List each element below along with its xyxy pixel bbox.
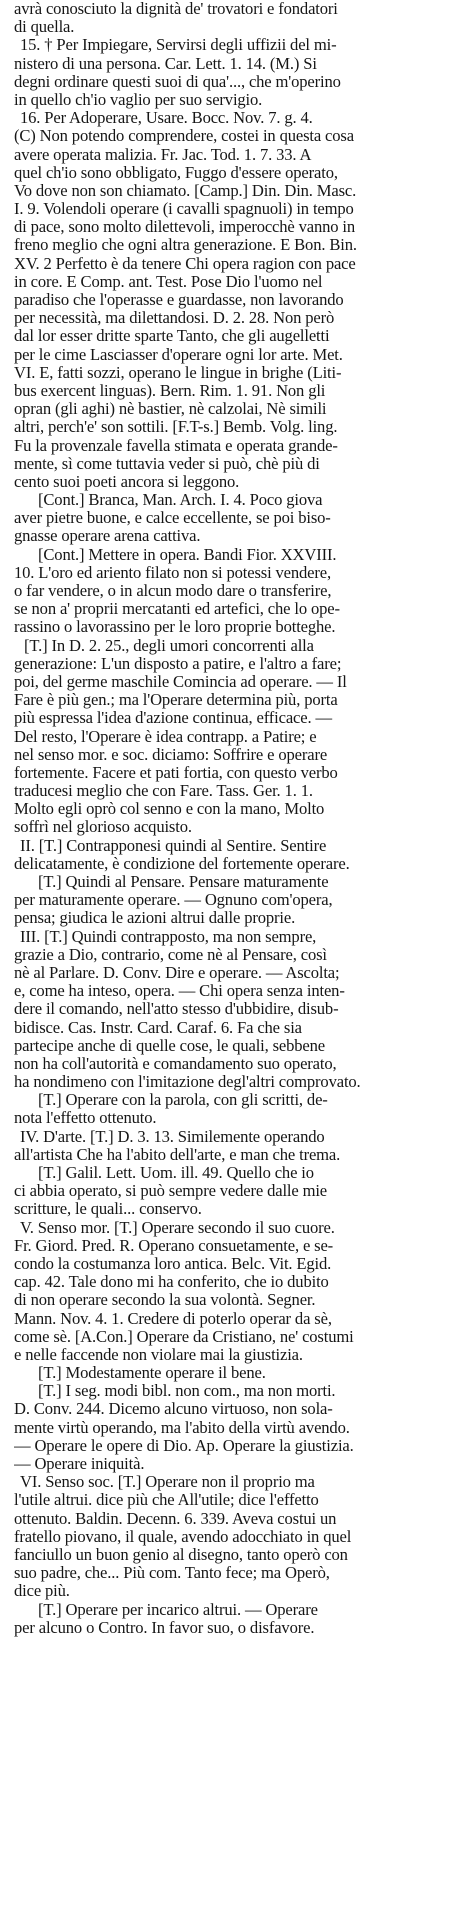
text-line: partecipe anche di quelle cose, le quali, sebbene xyxy=(14,1036,326,1055)
text-line: XV. 2 Perfetto è da tenere Chi opera ragion con pace xyxy=(14,254,356,273)
text-line: di pace, sono molto dilettevoli, imperocchè vanno in xyxy=(14,218,356,237)
text-line: fratello piovano, il quale, avendo adocchiato in quel xyxy=(14,1527,352,1546)
text-line: [T.] In D. 2. 25., degli umori concorrenti alla xyxy=(24,636,314,655)
text-line: bidisce. Cas. Instr. Card. Caraf. 6. Fa che sia xyxy=(14,1018,302,1037)
text-line: all'artista Che ha l'abito dell'arte, e man che trema. xyxy=(14,1145,341,1164)
text-line: mente, sì come tuttavia veder si può, chè più di xyxy=(14,454,320,473)
text-line: I. 9. Volendoli operare (i cavalli spagnuoli) in tempo xyxy=(14,200,354,219)
text-line: [Cont.] Mettere in opera. Bandi Fior. XXVIII. xyxy=(38,545,337,564)
text-line: [T.] Modestamente operare il bene. xyxy=(38,1364,266,1383)
text-line: bus exercent linguas). Bern. Rim. 1. 91. Non gli xyxy=(14,381,326,400)
text-line: nè al Parlare. D. Conv. Dire e operare. — Ascolta; xyxy=(14,963,340,982)
text-line: generazione: L'un disposto a patire, e l'altro a fare; xyxy=(14,654,342,673)
text-line: mente virtù operando, ma l'abito della virtù avendo. xyxy=(14,1418,350,1437)
text-line: o far vendere, o in alcun modo dare o transferire, xyxy=(14,582,332,600)
text-line: nel senso mor. e soc. diciamo: Soffrire e operare xyxy=(14,745,328,764)
text-line: Del resto, l'Operare è idea contrapp. a Patire; e xyxy=(14,727,317,746)
text-line: in core. E Comp. ant. Test. Pose Dio l'uomo nel xyxy=(14,272,323,291)
text-line: ha nondimeno con l'imitazione degl'altri comprovato. xyxy=(14,1073,361,1092)
text-line: e nelle faccende non violare mai la giustizia. xyxy=(14,1345,303,1364)
text-line: nota l'effetto ottenuto. xyxy=(14,1109,157,1128)
text-line: condo la costumanza loro antica. Belc. Vit. Egid. xyxy=(14,1254,332,1273)
text-line: e, come ha inteso, opera. — Chi opera senza inten- xyxy=(14,982,345,1001)
text-line: VI. E, fatti sozzi, operano le lingue in brighe (Liti- xyxy=(14,363,342,382)
text-line: se non a' proprii mercatanti ed artefici, che lo ope- xyxy=(14,600,340,619)
text-line: grazie a Dio, contrario, come nè al Pensare, così xyxy=(14,945,327,964)
text-line: D. Conv. 244. Dicemo alcuno virtuoso, non sola- xyxy=(14,1400,333,1419)
text-line: poi, del germe maschile Comincia ad operare. — Il xyxy=(14,672,347,691)
text-line: per alcuno o Contro. In favor suo, o disfavore. xyxy=(14,1618,315,1637)
text-line: III. [T.] Quindi contrapposto, ma non sempre, xyxy=(20,927,317,946)
text-line: in quello ch'io vaglio per suo servigio. xyxy=(14,90,263,109)
text-line: come sè. [A.Con.] Operare da Cristiano, ne' costumi xyxy=(14,1327,354,1346)
text-line: [T.] Galil. Lett. Uom. ill. 49. Quello che io xyxy=(38,1164,314,1182)
text-line: Fu la provenzale favella stimata e operata grande- xyxy=(14,436,338,455)
text-line: [T.] Quindi al Pensare. Pensare maturamente xyxy=(38,873,329,891)
text-line: pensa; giudica le azioni altrui dalle proprie. xyxy=(14,909,296,928)
text-line: [T.] Operare per incarico altrui. — Operare xyxy=(38,1600,318,1619)
text-line: di non operare secondo la sua volontà. Segner. xyxy=(14,1291,316,1310)
text-line: Mann. Nov. 4. 1. Credere di poterlo operar da sè, xyxy=(14,1309,332,1328)
text-line: freno meglio che ogni altra generazione. E Bon. Bin. xyxy=(14,236,357,255)
text-line: delicatamente, è condizione del fortemente operare. xyxy=(14,854,350,873)
text-line: nistero di una persona. Car. Lett. 1. 14. (M.) Si xyxy=(14,54,317,73)
text-line: Vo dove non son chiamato. [Camp.] Din. Din. Masc. xyxy=(14,181,357,200)
text-line: Fr. Giord. Pred. R. Operano consuetamente, e se- xyxy=(14,1236,334,1255)
text-line: Molto egli oprò col senno e con la mano, Molto xyxy=(14,800,325,819)
text-line: VI. Senso soc. [T.] Operare non il proprio ma xyxy=(20,1473,315,1492)
text-line: — Operare le opere di Dio. Ap. Operare la giustizia. xyxy=(14,1436,354,1455)
text-line: non ha coll'autorità e comandamento suo operato, xyxy=(14,1054,337,1073)
text-line: fortemente. Facere et pati fortia, con questo verbo xyxy=(14,763,338,782)
text-line: Fare è più gen.; ma l'Operare determina più, porta xyxy=(14,691,338,710)
text-line: 16. Per Adoperare, Usare. Bocc. Nov. 7. g. 4. xyxy=(20,109,313,128)
text-line: paradiso che l'operasse e guardasse, non lavorando xyxy=(14,291,344,309)
text-line: per maturamente operare. — Ognuno com'opera, xyxy=(14,891,333,910)
text-line: dere il comando, nell'atto stesso d'ubbidire, disub- xyxy=(14,1000,339,1019)
text-line: fanciullo un buon genio al disegno, tanto operò con xyxy=(14,1545,348,1564)
text-line: [T.] I seg. modi bibl. non com., ma non morti. xyxy=(38,1382,336,1401)
text-line: ci abbia operato, si può sempre vedere dalle mie xyxy=(14,1182,328,1201)
text-line: per necessità, ma dilettandosi. D. 2. 28. Non però xyxy=(14,309,335,328)
text-line: aver pietre buone, e calce eccellente, se poi biso- xyxy=(14,509,331,528)
text-line: dal lor esser dritte sparte Tanto, che gli augelletti xyxy=(14,327,330,346)
text-line: scritture, le quali... conservo. xyxy=(14,1200,202,1219)
text-line: opran (gli aghi) nè bastier, nè calzolai, Nè simili xyxy=(14,400,327,419)
text-line: avere operata malizia. Fr. Jac. Tod. 1. 7. 33. A xyxy=(14,145,312,164)
text-line: gnasse operare arena cattiva. xyxy=(14,527,201,546)
text-line: avrà conosciuto la dignità de' trovatori e fondatori xyxy=(14,0,338,18)
text-line: per le cime Lasciasser d'operare ogni lor arte. Met. xyxy=(14,345,343,364)
text-line: cap. 42. Tale dono mi ha conferito, che io dubito xyxy=(14,1273,329,1292)
text-line: IV. D'arte. [T.] D. 3. 13. Similemente operando xyxy=(20,1127,325,1146)
text-line: V. Senso mor. [T.] Operare secondo il suo cuore. xyxy=(20,1218,335,1237)
text-line: quel ch'io sono obbligato, Fuggo d'essere operato, xyxy=(14,163,338,182)
text-line: rassino o lavorassino per le loro proprie botteghe. xyxy=(14,618,336,637)
text-line: altri, perch'e' son sottili. [F.T-s.] Bemb. Volg. ling. xyxy=(14,418,338,437)
text-line: dice più. xyxy=(14,1582,70,1601)
text-line: soffrì nel glorioso acquisto. xyxy=(14,818,192,837)
text-line: II. [T.] Contrapponesi quindi al Sentire. Sentire xyxy=(20,836,327,855)
text-line: 10. L'oro ed ariento filato non si potessi vendere, xyxy=(14,563,331,582)
text-line: traducesi meglio che con Fare. Tass. Ger. 1. 1. xyxy=(14,782,313,801)
text-line: 15. † Per Impiegare, Servirsi degli uffizii del mi- xyxy=(20,36,337,55)
text-line: suo padre, che... Più com. Tanto fece; ma Operò, xyxy=(14,1564,330,1583)
text-line: [Cont.] Branca, Man. Arch. I. 4. Poco giova xyxy=(38,491,323,510)
text-line: cento suoi poeti ancora si leggono. xyxy=(14,472,240,491)
text-line: più espressa l'idea d'azione continua, efficace. — xyxy=(14,709,332,728)
text-line: di quella. xyxy=(14,18,75,37)
text-line: l'utile altrui. dice più che All'utile; dice l'effetto xyxy=(14,1491,319,1510)
text-line: — Operare iniquità. xyxy=(14,1455,145,1473)
text-line: degni ordinare questi suoi di qua'..., che m'operino xyxy=(14,72,341,91)
text-line: ottenuto. Baldin. Decenn. 6. 339. Aveva costui un xyxy=(14,1509,337,1528)
text-line: [T.] Operare con la parola, con gli scritti, de- xyxy=(38,1091,328,1110)
dictionary-page xyxy=(14,0,454,1908)
text-line: (C) Non potendo comprendere, costei in questa cosa xyxy=(14,127,354,146)
